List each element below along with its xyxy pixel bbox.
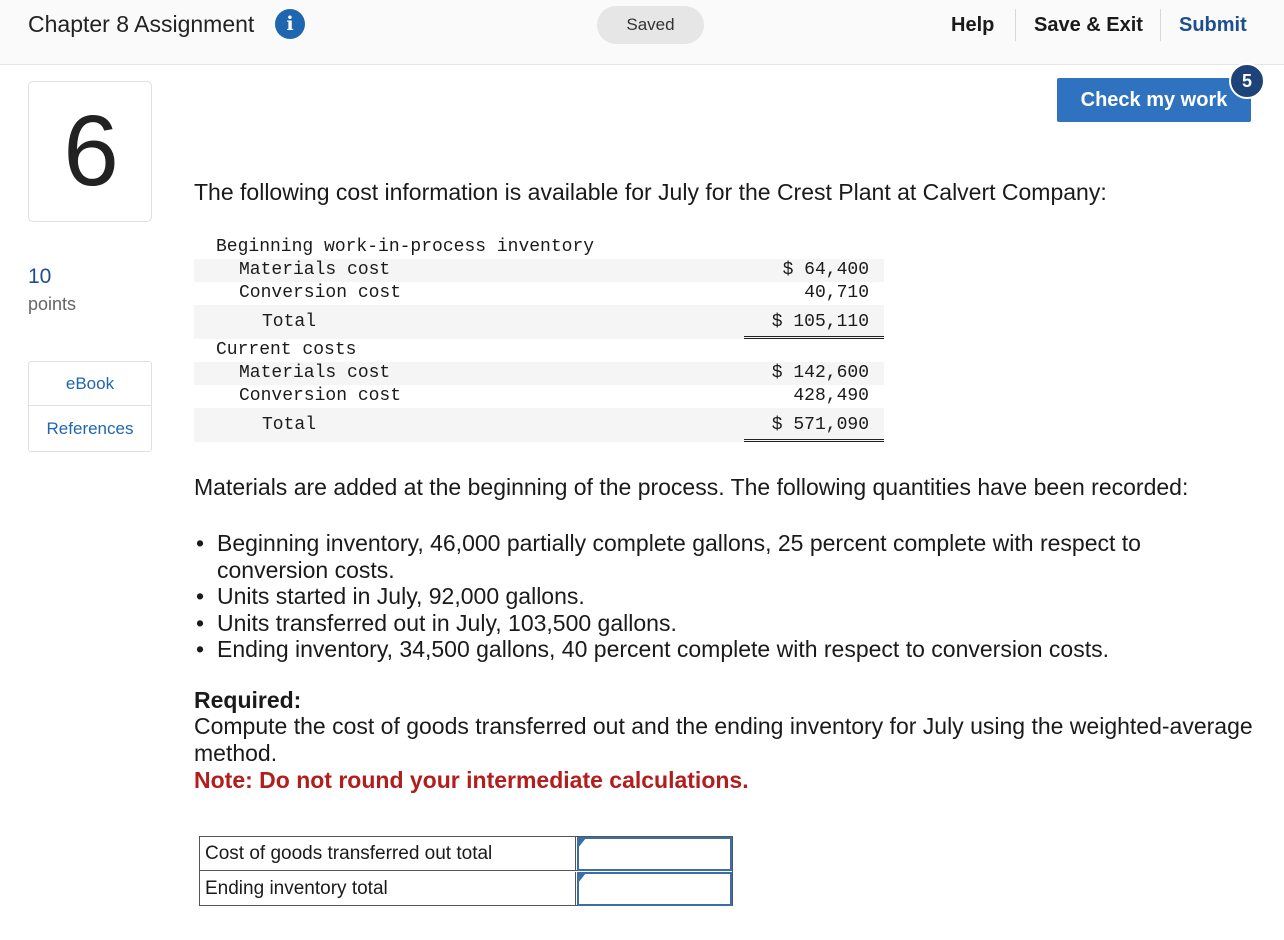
table-row [194,339,884,362]
answer-table [199,836,733,906]
table-row [200,837,732,871]
list-item: • Beginning inventory, 46,000 partially complete gallons, 25 percent complete with respect to conversion costs. [194,530,1254,583]
row-value: $ 64,400 [782,260,869,280]
row-label: Conversion cost [239,283,402,303]
assignment-header [0,0,1284,65]
submit-link[interactable]: Submit [1179,14,1247,36]
row-label: Beginning work-in-process inventory [216,237,595,257]
required-instructions: Compute the cost of goods transferred out and the ending inventory for July using the weighted-average method. [194,713,1253,766]
table-row [194,259,884,282]
table-row [200,872,732,906]
table-row [194,362,884,385]
row-value: $ 571,090 [744,408,884,442]
nav-divider [1160,9,1161,41]
cost-transferred-out-input[interactable] [577,837,732,871]
table-row [194,282,884,305]
list-item: • Units transferred out in July, 103,500 gallons. [194,610,1254,637]
question-number: 6 [63,95,119,207]
list-item: • Units started in July, 92,000 gallons. [194,583,1254,610]
resources-panel [28,361,152,452]
points-value: 10 [28,265,52,288]
row-label: Conversion cost [239,386,402,406]
cost-information-table [194,236,884,442]
row-label: Total [262,312,317,332]
row-value: 40,710 [744,282,884,306]
table-row [194,408,884,442]
row-label: Materials cost [239,260,391,280]
list-item: • Ending inventory, 34,500 gallons, 40 percent complete with respect to conversion costs. [194,636,1254,663]
quantities-list [194,530,1254,663]
ending-inventory-input[interactable] [577,872,732,906]
check-my-work-button[interactable]: Check my work [1057,78,1251,122]
nav-divider [1015,9,1016,41]
cost-transferred-out-label: Cost of goods transferred out total [200,837,576,871]
materials-statement: Materials are added at the beginning of the process. The following quantities have been recorded: [194,474,1189,500]
ending-inventory-label: Ending inventory total [200,872,576,906]
table-row [194,236,884,259]
assignment-title: Chapter 8 Assignment [28,11,255,37]
save-exit-link[interactable]: Save & Exit [1034,14,1143,36]
question-number-box [28,81,152,222]
row-label: Total [262,415,317,435]
check-attempts-badge: 5 [1229,63,1265,99]
ebook-link[interactable]: eBook [29,362,151,406]
row-value: $ 142,600 [771,363,869,383]
row-label: Materials cost [239,363,391,383]
row-label: Current costs [216,340,357,360]
info-icon[interactable]: i [275,9,305,39]
row-value: 428,490 [744,385,884,409]
help-link[interactable]: Help [951,14,995,36]
row-value: $ 105,110 [744,305,884,339]
rounding-note: Note: Do not round your intermediate calculations. [194,767,749,793]
problem-intro: The following cost information is available for July for the Crest Plant at Calvert Company: [194,179,1107,205]
points-label: points [28,294,77,314]
table-row [194,305,884,339]
table-row [194,385,884,408]
saved-status-badge: Saved [597,6,704,44]
references-link[interactable]: References [46,419,134,438]
required-heading: Required: [194,687,302,713]
